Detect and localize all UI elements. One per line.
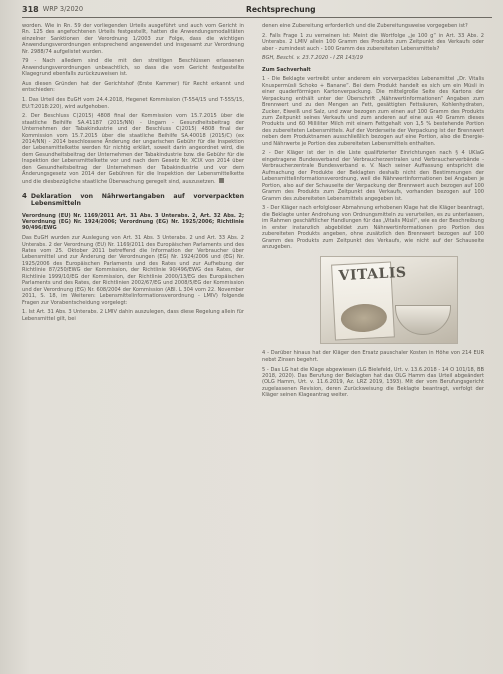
paragraph: worden. Wie in Rn. 59 der vorliegenden Urteils ausgeführt und auch vom Gericht in Rn. 125 des angefochtenen Urteils festgestellt, hatten die Anwendungsmodalitäten einzelner Sanktionen der Verordnung 1/2003 zur Folge, dass die wichtigen Anwendungsverordnungen entsprechend angewendet und insgesamt zur Verordnung Nr. 2988/74 aufgelistet wurden. xyxy=(22,23,244,55)
paragraph: 2. Falls Frage 1 zu verneinen ist: Meint die Wortfolge „je 100 g“ in Art. 33 Abs. 2 Unterabs. 2 LMIV allein 100 Gramm des Produkts zum Zeitpunkt des Verkaufs oder aber - zumindest auch - 100 Gramm des zubereiteten Lebensmittels? xyxy=(262,32,484,52)
section-number: 4 xyxy=(22,192,27,201)
subheading: Zum Sachverhalt xyxy=(262,66,311,73)
cereal-bowl xyxy=(395,305,451,335)
paragraph: 4 - Darüber hinaus hat der Kläger den Ersatz pauschaler Kosten in Höhe von 214 EUR nebst Zinsen begehrt. xyxy=(262,350,484,363)
paragraph-text: 2. Der Beschluss C(2015) 4808 final der Kommission vom 15.7.2015 über die staatliche Beihilfe SA.41187 (2015/NN) - Ungarn - Gesundheitsbeitrag der Unternehmen der Tabakindustrie und der Beschluss C(2015) 4808 final der Kommission vom 15.7.2015 über die staatliche Beihilfe SA.40018 (2015/C) (ex 2014/NN) - 2014 beschlossene Änderung der ungarischen Gebühr für die Inspektion der Lebensmittelkette werden für nichtig erklärt, soweit darin angeordnet wird, die dem Gesundheitsbeitrag der Unternehmen der Tabakindustrie bzw. die Gebühr für die Inspektion der Lebensmittelkette vor und nach dem Gesetz Nr. XCIX von 2014 über den Gesundheitsbeitrag der Unternehmen der Tabakindustrie und vor dem Änderungsgesetz von 2014 der Gebühren für die Inspektion der Lebensmittelkette und die diesbezügliche staatliche Überwachung geregelt sind, auszusetzen. xyxy=(22,113,244,185)
product-image xyxy=(320,256,458,344)
paragraph: Aus diesen Gründen hat der Gerichtshof (Erste Kammer) für Recht erkannt und entschieden: xyxy=(22,81,244,94)
citation: BGH, Beschl. v. 23.7.2020 - I ZR 143/19 xyxy=(262,55,364,62)
section-heading-text: Deklaration von Nährwertangaben auf vorverpackten Lebensmitteln xyxy=(30,193,244,208)
muesli-bowl-illustration xyxy=(340,303,387,333)
paragraph: 3 - Der Kläger nach erfolgloser Abmahnung erhobenen Klage hat die Kläger beantragt, die Beklagte unter Androhung von Ordnungsmitteln zu verurteilen, es zu unterlassen, im Rahmen geschäftlicher Handlungen für das „Vitalis Müsli“, wie es der Beschreibung in erster instanzlich abgebildet zum Nährwertinformationen pro Portion des zubereiteten Produkts angeben, ohne zusätzlich den Brennwert bezogen auf 100 Gramm des Produkts zum Zeitpunkt des Verkaufs, wie nicht auf der Schauseite anzugeben. xyxy=(262,205,484,250)
right-column xyxy=(262,23,484,402)
paragraph: 79 - Nach alledem sind die mit den streitigen Beschlüssen erlassenen Anwendungsverordnungen unbeachtlich, so dass die vom Gericht festgestellte Klagegrund ebenfalls zurückzuweisen ist. xyxy=(22,58,244,78)
muesli-package xyxy=(331,262,407,341)
paragraph: 5 - Das LG hat die Klage abgewiesen (LG Bielefeld, Urt. v. 13.6.2018 - 14 O 101/18, BB 2018, 2020). Das Berufung der Beklagten hat das OLG Hamm das Urteil abgeändert (OLG Hamm, Urt. v. 11.6.2019, Az. LRZ 2019, 1393). Mit der vom Berufungsgericht zugelassenen Revision, deren Zurückweisung die Beklagte beantragt, verfolgt der Kläger seinen Klageantrag weiter. xyxy=(262,366,484,399)
section-heading xyxy=(22,193,244,207)
paragraph: 1. Das Urteil des EuGH vom 24.4.2018, Hegenet Kommission (T-554/15 und T-555/15, EU:T:2018:220), wird aufgehoben. xyxy=(22,97,244,110)
page-header xyxy=(22,2,492,16)
issue-label: WRP 3/2020 xyxy=(42,5,84,13)
paragraph-with-endmark xyxy=(22,113,244,185)
paragraph: 2 - Der Kläger ist der in die Liste qualifizierter Einrichtungen nach § 4 UKlaG eingetragene Bundesverband der Verbraucherzentralen und Verbraucherverbände - Verbraucherzentrale Bundesverband e. V. Nach seiner Auffassung entspricht die Aufmachung der Produkte der Beklagten deshalb nicht den Bestimmungen der Lebensmittelinformationsverordnung, weil die Nährwertinformationen bei Angaben je Portion, also auf der Schauseite der Verpackung der Brennwert auch bezogen auf 100 Gramm des Produkts zum Zeitpunkt des Verkaufs, vorhanden bezogen auf 100 Gramm des zubereiteten Lebensmittels angegeben ist. xyxy=(262,150,484,202)
paragraph: 1. Ist Art. 31 Abs. 3 Unterabs. 2 LMIV dahin auszulegen, dass diese Regelung allein für Lebensmittel gilt, bei xyxy=(22,309,244,322)
paragraph: denen eine Zubereitung erforderlich und die Zubereitungsweise vorgegeben ist? xyxy=(262,23,468,29)
product-logo: VITALIS xyxy=(338,265,407,285)
page-number: 318 xyxy=(22,4,39,14)
left-column xyxy=(22,23,244,325)
norms-line: Verordnung (EU) Nr. 1169/2011 Art. 31 Abs. 3 Unterabs. 2, Art. 32 Abs. 2; Verordnung (EG) Nr. 1924/2006; Verordnung (EG) Nr. 1925/2006; Richtlinie 90/496/EWG xyxy=(22,212,244,232)
header-rule xyxy=(22,17,492,18)
section-title: Rechtsprechung xyxy=(246,4,316,14)
end-of-article-mark xyxy=(219,178,224,183)
paragraph: Das EuGH wurden zur Auslegung von Art. 31 Abs. 3 Unterabs. 2 und Art. 33 Abs. 2 Unterabs. 2 der Verordnung (EU) Nr. 1169/2011 des Europäischen Parlaments und des Rates vom 25. Oktober 2011 betreffend die Information der Verbraucher über Lebensmittel und zur Änderung der Verordnungen (EG) Nr. 1924/2006 und (EG) Nr. 1925/2006 des Europäischen Parlaments und des Rates und zur Aufhebung der Richtlinie 87/250/EWG der Kommission, der Richtlinie 90/496/EWG des Rates, der Richtlinie 1999/10/EG der Kommission, der Richtlinie 2000/13/EG des Europäischen Parlaments und des Rates, der Richtlinien 2002/67/EG und 2008/5/EG der Kommission und der Verordnung (EG) Nr. 608/2004 der Kommission (ABl. L 304 vom 22. November 2011, S. 18, im Weiteren: Lebensmittelinformationsverordnung - LMIV) folgende Fragen zur Vorabentscheidung vorgelegt: xyxy=(22,235,244,306)
paragraph: 1 - Die Beklagte vertreibt unter anderem ein vorverpacktes Lebensmittel „Dr. Vitalis Knuspermüsli Schoko + Banane“. Bei dem Produkt handelt es sich um ein Müsli in einer quaderförmigen Kartonverpackung. Die mittelgroße Seite des Kartons der Verpackung enthält unter der Überschrift „Nährwertinformationen“ Angaben zum Brennwert und zu den Mengen an Fett, gesättigten Fettsäuren, Kohlenhydraten, Zucker, Eiweiß und Salz, und zwar bezogen zum einen auf 100 Gramm des Produkts zum Zeitpunkt seines Verkaufs und zum anderen auf eine aus 40 Gramm dieses Produkts und 60 Milliliter Milch mit einem Fettgehalt von 1,5 % bestehende Portion des zubereiteten Lebensmittels. Auf der Vorderseite der Verpackung ist der Brennwert neben dem Produktnamen ausschließlich bezogen auf eine Portion, also die Energie- und Nährwerte je Portion des zubereiteten Lebensmittels enthalten. xyxy=(262,76,484,147)
